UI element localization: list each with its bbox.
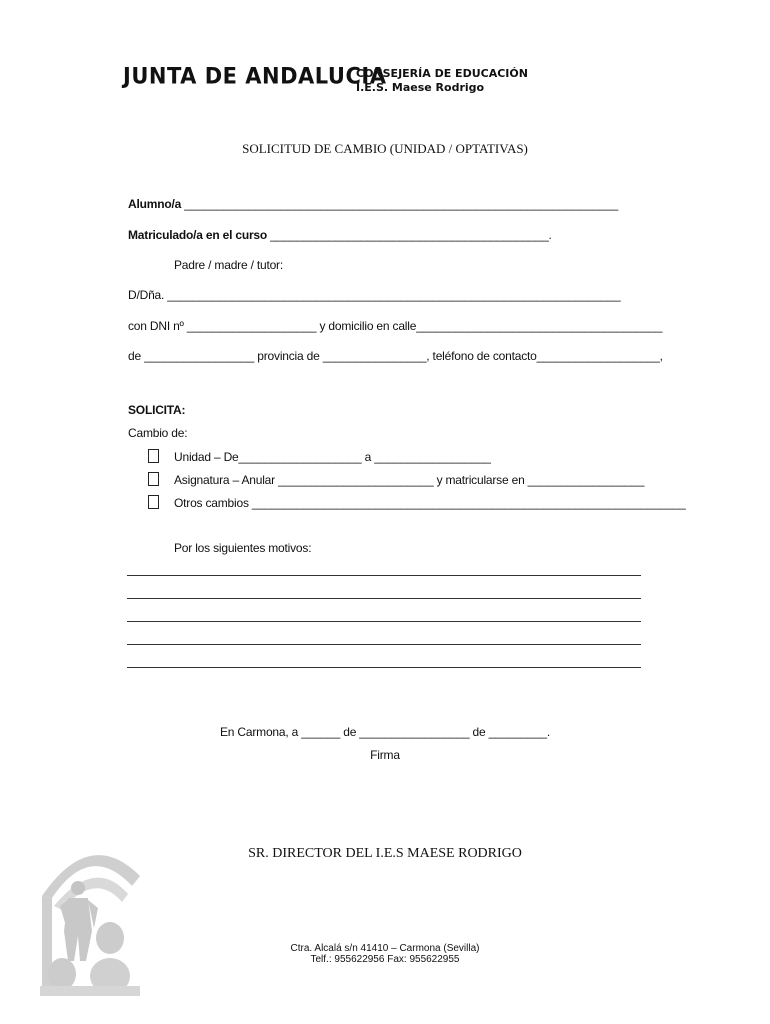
footer-address: Ctra. Alcalá s/n 41410 – Carmona (Sevilla) [290,943,480,954]
firma-label: Firma [370,748,400,762]
place-date-line: En Carmona, a ______ de _________________ de _________. [220,725,550,739]
header-department [356,67,528,95]
alumno-label: Alumno/a [128,197,182,211]
checkbox-otros[interactable] [148,495,159,509]
option-asignatura: Asignatura – Anular ________________________ y matricularse en __________________ [174,473,645,487]
school-name: I.E.S. Maese Rodrigo [356,81,485,94]
department-name: CONSEJERÍA DE EDUCACIÓN [356,67,528,80]
cambio-label: Cambio de: [128,426,188,440]
domicilio-line: de _________________ provincia de ________________, teléfono de contacto___________________, [128,349,663,363]
junta-emblem-watermark [40,836,150,996]
checkbox-asignatura[interactable] [148,472,159,486]
page-title: SOLICITUD DE CAMBIO (UNIDAD / OPTATIVAS) [242,141,528,156]
motivos-line [127,667,641,668]
option-unidad: Unidad – De___________________ a __________________ [174,450,491,464]
motivos-label: Por los siguientes motivos: [174,541,312,555]
option-otros: Otros cambios ___________________________________________________________________ [174,496,686,510]
padre-label: Padre / madre / tutor: [174,258,283,272]
checkbox-unidad[interactable] [148,449,159,463]
footer-phones: Telf.: 955622956 Fax: 955622955 [310,954,460,965]
matriculado-line: ___________________________________________. [270,228,552,242]
alumno-line: ___________________________________________________________________ [184,197,618,211]
motivos-line [127,644,641,645]
matriculado-label: Matriculado/a en el curso [128,228,268,242]
matriculado-field [128,228,552,242]
motivos-line [127,575,641,576]
addressee: SR. DIRECTOR DEL I.E.S MAESE RODRIGO [248,846,522,861]
motivos-line [127,621,641,622]
junta-logo-text: JUNTA DE ANDALUCIA [123,63,387,89]
solicita-label: SOLICITA: [128,403,186,417]
dni-line: con DNI nº ____________________ y domicilio en calle______________________________________ [128,319,663,333]
alumno-field [128,197,618,211]
dd-line: D/Dña. ______________________________________________________________________ [128,288,621,302]
motivos-line [127,598,641,599]
